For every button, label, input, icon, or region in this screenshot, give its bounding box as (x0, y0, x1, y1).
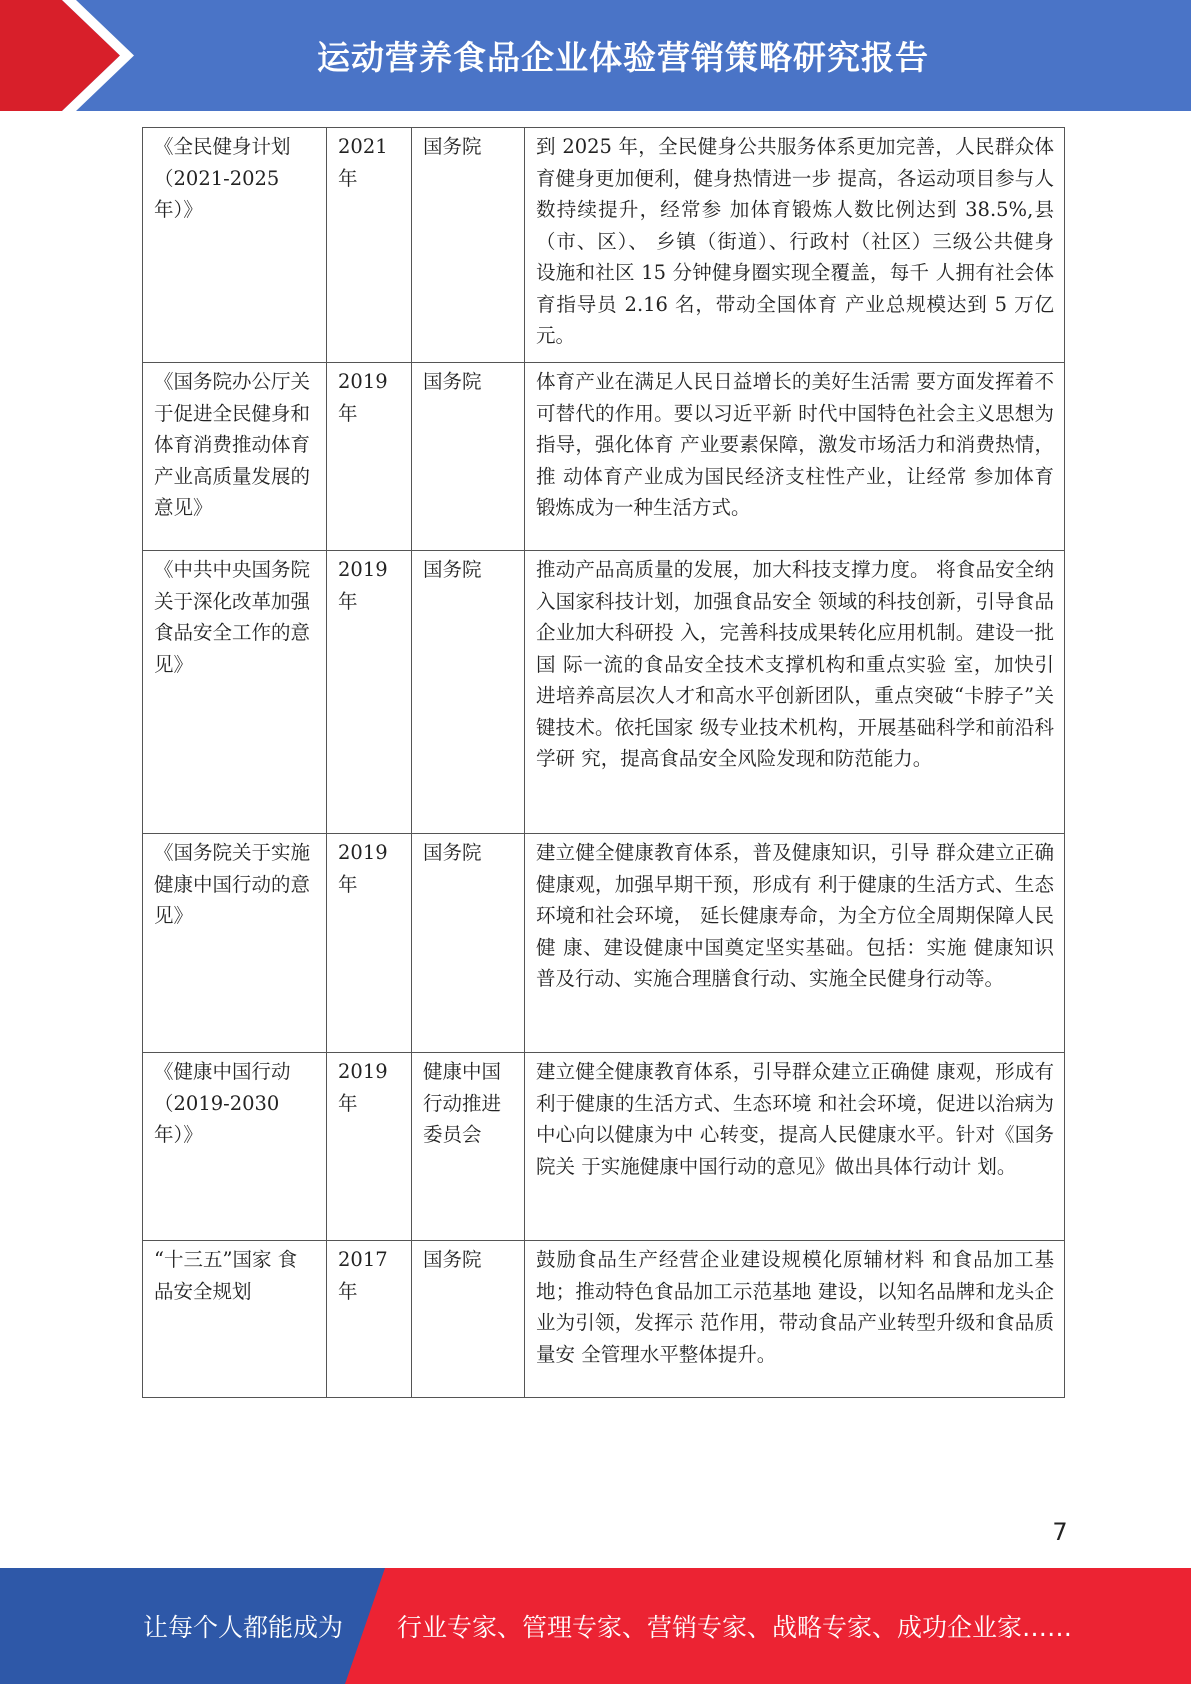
policy-name-cell: 《全民健身计划（2021-2025年）》 (143, 128, 327, 363)
policy-issuer-cell: 国务院 (412, 128, 525, 363)
policy-issuer-cell: 健康中国行动推进委员会 (412, 1053, 525, 1241)
header-arrow-decoration (0, 0, 150, 111)
report-title: 运动营养食品企业体验营销策略研究报告 (317, 38, 929, 77)
table-row (143, 1241, 1065, 1398)
policy-year-cell: 2019年 (327, 363, 412, 551)
policy-name-cell: 《国务院关于实施健康中国行动的意见》 (143, 834, 327, 1053)
policy-issuer-cell: 国务院 (412, 551, 525, 834)
table-row (143, 834, 1065, 1053)
policy-name-cell: 《国务院办公厅关于促进全民健身和体育消费推动体育产业高质量发展的意见》 (143, 363, 327, 551)
page-footer (0, 1568, 1191, 1684)
policy-table (142, 127, 1065, 1398)
table-row (143, 1053, 1065, 1241)
policy-content-cell: 到 2025 年，全民健身公共服务体系更加完善，人民群众体育健身更加便利，健身热情进一步 提高，各运动项目参与人数持续提升，经常参 加体育锻炼人数比例达到 38.5%,县（市、区）、 乡镇（街道）、行政村（社区）三级公共健身 设施和社区 15 分钟健身圈实现全覆盖，每千 人拥有社会体育指导员 2.16 名，带动全国体育 产业总规模达到 5 万亿元。 (525, 128, 1065, 363)
page-number: 7 (1052, 1518, 1068, 1546)
policy-name-cell: “十三五”国家 食品安全规划 (143, 1241, 327, 1398)
policy-year-cell: 2017年 (327, 1241, 412, 1398)
policy-content-cell: 推动产品高质量的发展，加大科技支撑力度。 将食品安全纳入国家科技计划，加强食品安全 领域的科技创新，引导食品企业加大科研投 入，完善科技成果转化应用机制。建设一批国 际一流的食品安全技术支撑机构和重点实验 室，加快引进培养高层次人才和高水平创新团队，重点突破“卡脖子”关键技术。依托国家 级专业技术机构，开展基础科学和前沿科学研 究，提高食品安全风险发现和防范能力。 (525, 551, 1065, 834)
policy-content-cell: 建立健全健康教育体系，普及健康知识，引导 群众建立正确健康观，加强早期干预，形成有 利于健康的生活方式、生态环境和社会环境， 延长健康寿命，为全方位全周期保障人民健 康、建设健康中国奠定坚实基础。包括：实施 健康知识普及行动、实施合理膳食行动、实施全民健身行动等。 (525, 834, 1065, 1053)
policy-year-cell: 2019年 (327, 834, 412, 1053)
table-row (143, 128, 1065, 363)
policy-name-cell: 《中共中央国务院关于深化改革加强食品安全工作的意见》 (143, 551, 327, 834)
page-header (0, 0, 1191, 111)
policy-content-cell: 建立健全健康教育体系，引导群众建立正确健 康观，形成有利于健康的生活方式、生态环境 和社会环境，促进以治病为中心向以健康为中 心转变，提高人民健康水平。针对《国务院关 于实施健康中国行动的意见》做出具体行动计 划。 (525, 1053, 1065, 1241)
table-row (143, 551, 1065, 834)
policy-year-cell: 2021年 (327, 128, 412, 363)
policy-name-cell: 《健康中国行动（2019-2030年）》 (143, 1053, 327, 1241)
policy-year-cell: 2019年 (327, 551, 412, 834)
policy-issuer-cell: 国务院 (412, 1241, 525, 1398)
policy-content-cell: 体育产业在满足人民日益增长的美好生活需 要方面发挥着不可替代的作用。要以习近平新 时代中国特色社会主义思想为指导，强化体育 产业要素保障，激发市场活力和消费热情，推 动体育产业成为国民经济支柱性产业，让经常 参加体育锻炼成为一种生活方式。 (525, 363, 1065, 551)
table-row (143, 363, 1065, 551)
policy-issuer-cell: 国务院 (412, 834, 525, 1053)
policy-issuer-cell: 国务院 (412, 363, 525, 551)
footer-slogan-lead: 让每个人都能成为 (143, 1613, 344, 1642)
policy-year-cell: 2019年 (327, 1053, 412, 1241)
policy-content-cell: 鼓励食品生产经营企业建设规模化原辅材料 和食品加工基地；推动特色食品加工示范基地 建设，以知名品牌和龙头企业为引领，发挥示 范作用，带动食品产业转型升级和食品质量安 全管理水平整体提升。 (525, 1241, 1065, 1398)
footer-slogan-roles: 行业专家、管理专家、营销专家、战略专家、成功企业家…… (397, 1613, 1073, 1642)
